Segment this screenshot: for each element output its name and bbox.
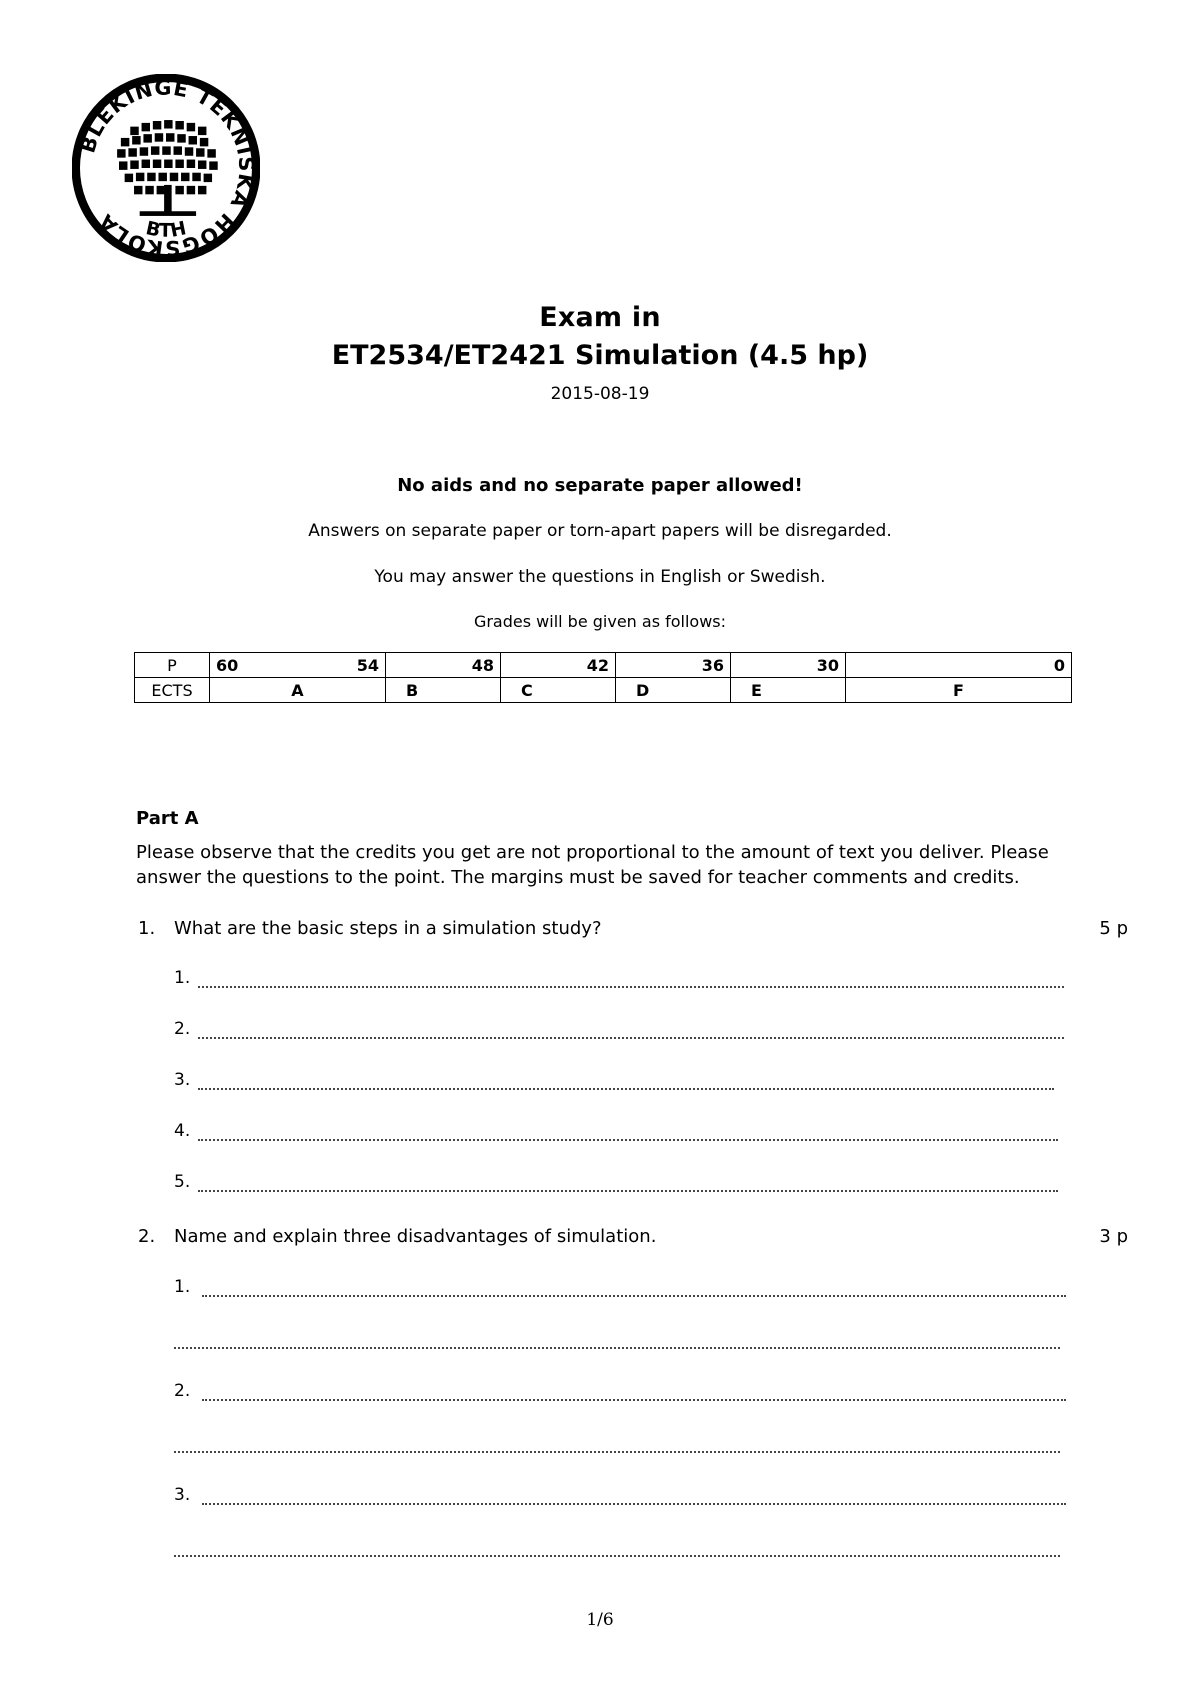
answer-line-continuation[interactable] xyxy=(174,1345,1060,1349)
logo-ring-text: BLEKINGE TEKNISKA HÖGSKOLA xyxy=(75,75,259,261)
points-value: 0 xyxy=(1053,655,1065,675)
instruction-separate-paper: Answers on separate paper or torn-apart papers will be disregarded. xyxy=(308,521,892,541)
points-value: 42 xyxy=(586,655,609,675)
points-value: 48 xyxy=(471,655,494,675)
points-cell xyxy=(731,653,846,678)
answer-label: 3. xyxy=(174,1485,191,1505)
grade-row xyxy=(135,678,1072,703)
answer-label: 1. xyxy=(174,1277,191,1297)
points-value: 30 xyxy=(816,655,839,675)
grades-table xyxy=(134,652,1072,703)
answer-line[interactable] xyxy=(198,1188,1058,1192)
grade-cell: C xyxy=(501,678,616,703)
answer-label: 5. xyxy=(174,1172,191,1192)
points-value: 54 xyxy=(356,655,379,675)
answer-label: 4. xyxy=(174,1121,191,1141)
no-aids-warning: No aids and no separate paper allowed! xyxy=(397,475,803,496)
answer-line-continuation[interactable] xyxy=(174,1553,1060,1557)
answer-label: 2. xyxy=(174,1381,191,1401)
points-value: 60 xyxy=(216,655,239,675)
points-row xyxy=(135,653,1072,678)
question-number: 1. xyxy=(138,918,156,939)
grade-cell: F xyxy=(846,678,1072,703)
university-logo xyxy=(72,74,260,262)
exam-title-line1: Exam in xyxy=(539,302,661,333)
grade-cell: A xyxy=(210,678,386,703)
points-cell xyxy=(210,653,386,678)
answer-line[interactable] xyxy=(198,984,1064,988)
exam-date: 2015-08-19 xyxy=(550,384,650,404)
points-cell xyxy=(846,653,1072,678)
question-text: Name and explain three disadvantages of simulation. xyxy=(174,1226,657,1247)
answer-line[interactable] xyxy=(202,1397,1066,1401)
answer-label: 1. xyxy=(174,968,191,988)
answer-line-continuation[interactable] xyxy=(174,1449,1060,1453)
answer-line[interactable] xyxy=(202,1501,1066,1505)
question-number: 2. xyxy=(138,1226,156,1247)
grade-cell: D xyxy=(616,678,731,703)
points-row-label: P xyxy=(135,653,210,678)
points-cell xyxy=(501,653,616,678)
svg-text:BTH xyxy=(144,218,188,242)
grade-cell: E xyxy=(731,678,846,703)
page-number: 1/6 xyxy=(586,1610,614,1630)
points-cell xyxy=(616,653,731,678)
answer-line[interactable] xyxy=(198,1086,1054,1090)
question-points: 3 p xyxy=(1099,1226,1128,1247)
grade-row-label: ECTS xyxy=(135,678,210,703)
answer-label: 2. xyxy=(174,1019,191,1039)
grade-cell: B xyxy=(386,678,501,703)
answer-line[interactable] xyxy=(198,1137,1058,1141)
exam-title-line2: ET2534/ET2421 Simulation (4.5 hp) xyxy=(331,340,869,371)
instruction-grades: Grades will be given as follows: xyxy=(473,612,727,631)
question-text: What are the basic steps in a simulation study? xyxy=(174,918,602,939)
answer-line[interactable] xyxy=(202,1293,1066,1297)
instruction-language: You may answer the questions in English or Swedish. xyxy=(374,567,826,587)
part-a-intro: Please observe that the credits you get are not proportional to the amount of text you deliver. Please answer the questions to the point. The margins must be saved for teacher comments and credits. xyxy=(136,842,1049,888)
question-points: 5 p xyxy=(1099,918,1128,939)
answer-label: 3. xyxy=(174,1070,191,1090)
points-cell xyxy=(386,653,501,678)
part-a-heading: Part A xyxy=(136,808,199,829)
answer-line[interactable] xyxy=(198,1035,1064,1039)
points-value: 36 xyxy=(701,655,724,675)
logo-bottom-text: BTH xyxy=(143,218,189,242)
